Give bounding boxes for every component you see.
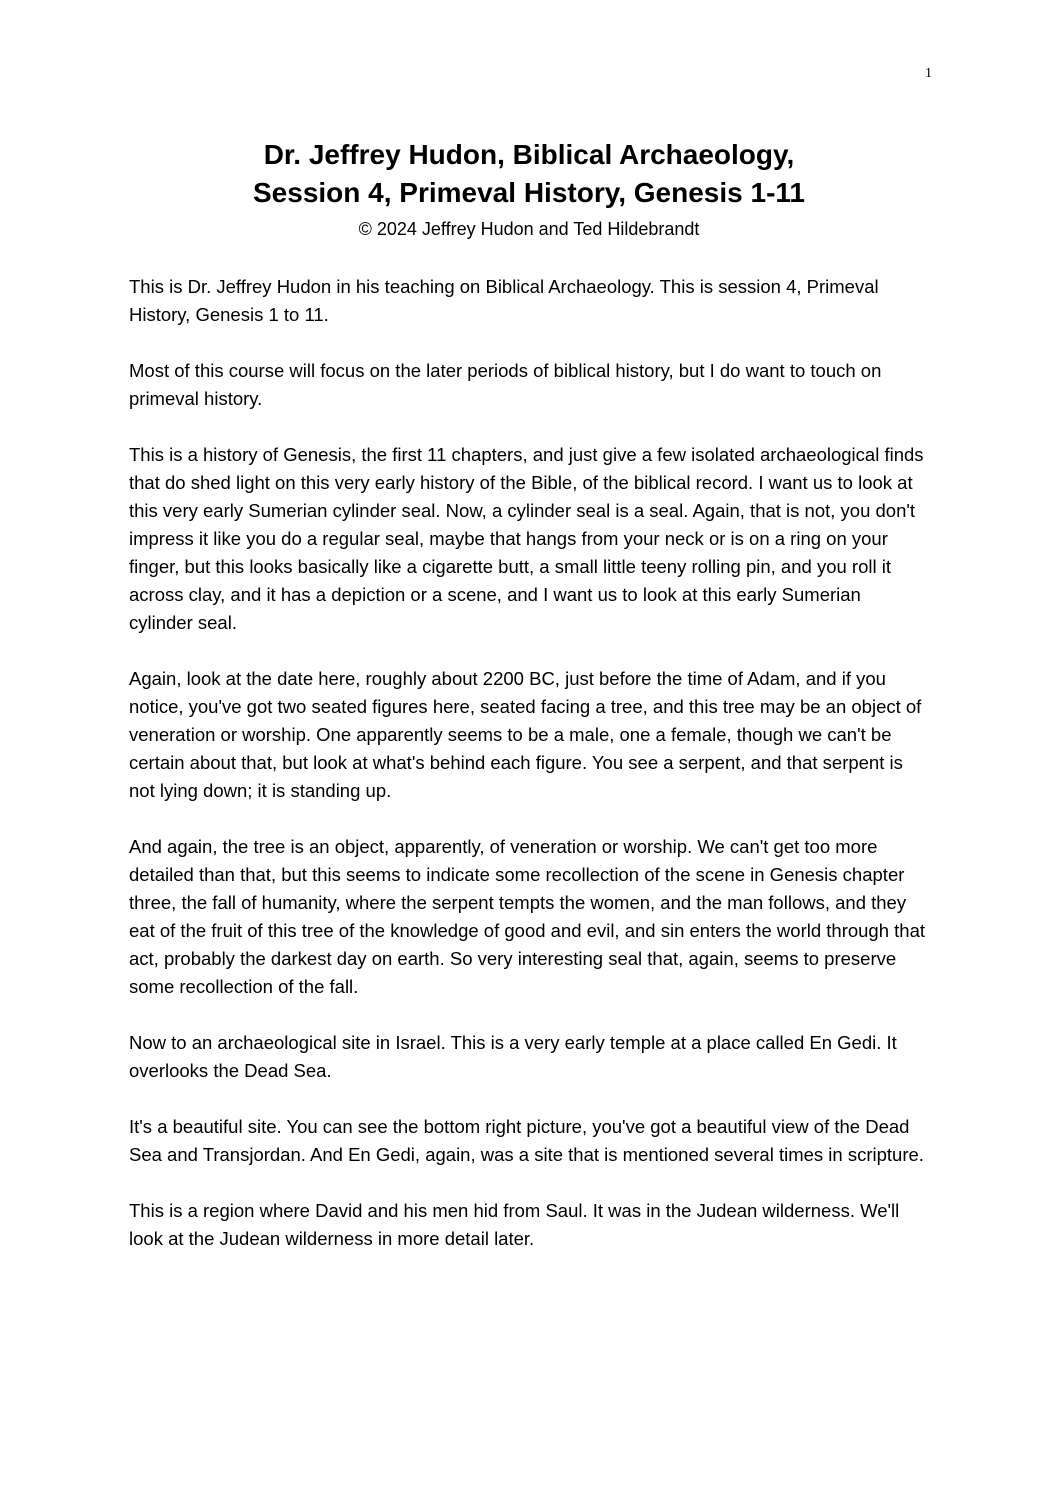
title-line-2: Session 4, Primeval History, Genesis 1-11 <box>253 177 805 208</box>
paragraph-3: This is a history of Genesis, the first 11 chapters, and just give a few isolated archaeological finds that do shed light on this very early history of the Bible, of the biblical record. I want us to look at this very early Sumerian cylinder seal. Now, a cylinder seal is a seal. Again, that is not, you don't impress it like you do a regular seal, maybe that hangs from your neck or is on a ring on your finger, but this looks basically like a cigarette butt, a small little teeny rolling pin, and you roll it across clay, and it has a depiction or a scene, and I want us to look at this early Sumerian cylinder seal. <box>129 444 924 633</box>
paragraph-6: Now to an archaeological site in Israel. This is a very early temple at a place called En Gedi. It overlooks the Dead Sea. <box>129 1032 897 1081</box>
paragraph-4: Again, look at the date here, roughly about 2200 BC, just before the time of Adam, and if you notice, you've got two seated figures here, seated facing a tree, and this tree may be an object of veneration or worship. One apparently seems to be a male, one a female, though we can't be certain about that, but look at what's behind each figure. You see a serpent, and that serpent is not lying down; it is standing up. <box>129 668 922 801</box>
page-number: 1 <box>925 66 932 81</box>
paragraph-8: This is a region where David and his men hid from Saul. It was in the Judean wilderness. We'll look at the Judean wilderness in more detail later. <box>129 1200 900 1249</box>
paragraph-1: This is Dr. Jeffrey Hudon in his teaching on Biblical Archaeology. This is session 4, Primeval History, Genesis 1 to 11. <box>129 276 879 325</box>
paragraph-5: And again, the tree is an object, apparently, of veneration or worship. We can't get too more detailed than that, but this seems to indicate some recollection of the scene in Genesis chapter three, the fall of humanity, where the serpent tempts the women, and the man follows, and they eat of the fruit of this tree of the knowledge of good and evil, and sin enters the world through that act, probably the darkest day on earth. So very interesting seal that, again, seems to preserve some recollection of the fall. <box>129 836 926 997</box>
document-title <box>0 136 1058 212</box>
paragraph-7: It's a beautiful site. You can see the bottom right picture, you've got a beautiful view of the Dead Sea and Transjordan. And En Gedi, again, was a site that is mentioned several times in scripture. <box>129 1116 924 1165</box>
copyright-line: © 2024 Jeffrey Hudon and Ted Hildebrandt <box>358 219 700 239</box>
paragraph-2: Most of this course will focus on the later periods of biblical history, but I do want to touch on primeval history. <box>129 360 882 409</box>
title-line-1: Dr. Jeffrey Hudon, Biblical Archaeology, <box>263 139 795 170</box>
transcript-body <box>129 273 929 1281</box>
